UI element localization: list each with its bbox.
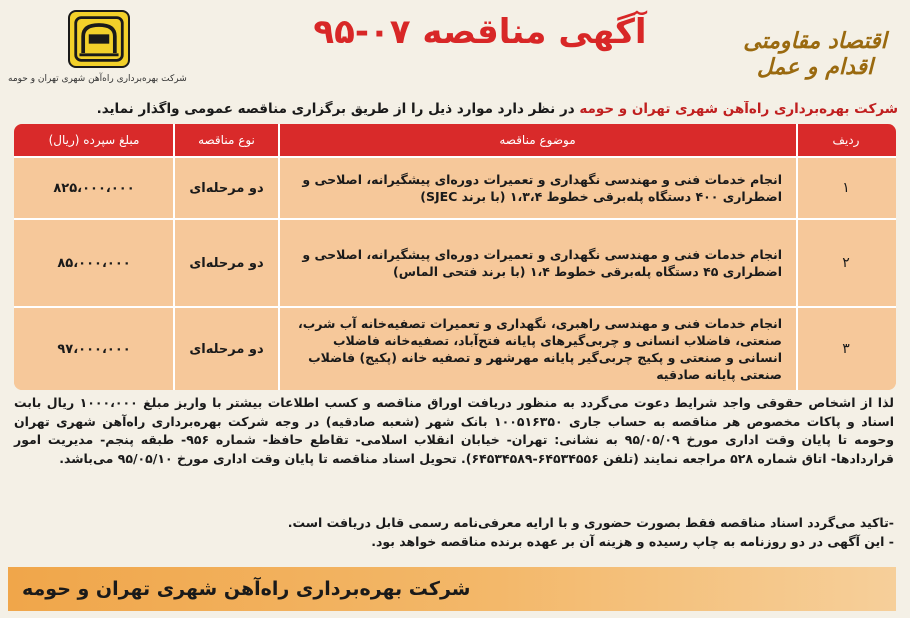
- intro-text: در نظر دارد موارد ذیل را از طریق برگزاری مناقصه عمومی واگذار نماید.: [96, 101, 580, 117]
- header-type: نوع مناقصه: [198, 133, 255, 147]
- row-subject: انجام خدمات فنی و مهندسی راهبری، نگهداری و تعمیرات تصفیه‌خانه آب شرب، صنعتی، فاضلاب انسانی و چربی‌گیرهای پایانه فتح‌آباد، تصفیه‌خانه فاضلاب انسانی و صنعتی و پکیج چربی‌گیر پایانه مهرشهر و تصفیه خانه (پکیج) فاضلاب صنعتی پایانه صادقیه: [297, 316, 782, 382]
- header-amount: مبلغ سپرده (ریال): [48, 133, 140, 147]
- row-amount: ۹۷،۰۰۰،۰۰۰: [57, 341, 131, 357]
- header-no: ردیف: [832, 133, 860, 147]
- metro-logo-icon: [68, 10, 130, 68]
- footer-company: شرکت بهره‌برداری راه‌آهن شهری تهران و حومه: [22, 578, 471, 600]
- column-divider: [278, 124, 280, 390]
- row-no: ۳: [842, 341, 850, 357]
- table-row: [14, 156, 896, 218]
- row-type: دو مرحله‌ای: [189, 341, 264, 357]
- table-header: [14, 124, 896, 156]
- row-type: دو مرحله‌ای: [189, 255, 264, 271]
- table-row: [14, 218, 896, 306]
- row-no: ۱: [842, 180, 850, 196]
- header-subject: موضوع مناقصه: [499, 133, 576, 147]
- logo-caption: شرکت بهره‌برداری راه‌آهن شهری تهران و حومه: [8, 74, 187, 84]
- tender-table: [14, 124, 896, 390]
- page-title: آگهی مناقصه ۰۷-۹۵: [313, 12, 647, 52]
- row-amount: ۸۵،۰۰۰،۰۰۰: [57, 255, 131, 271]
- slogan-logo: اقتصاد مقاومتی اقدام و عمل: [743, 28, 887, 80]
- row-type: دو مرحله‌ای: [189, 180, 264, 196]
- row-subject: انجام خدمات فنی و مهندسی نگهداری و تعمیرات دوره‌ای پیشگیرانه، اصلاحی و اضطراری ۴۵ دستگاه پله‌برقی خطوط ۱،۴ (با برند فتحی الماس): [302, 247, 782, 279]
- note-item: - این آگهی در دو روزنامه به چاپ رسیده و هزینه آن بر عهده برنده مناقصه خواهد بود.: [371, 534, 894, 549]
- intro-line: [10, 101, 898, 117]
- row-amount: ۸۲۵،۰۰۰،۰۰۰: [53, 180, 135, 196]
- body-text: [14, 394, 894, 468]
- intro-company: شرکت بهره‌برداری راه‌آهن شهری تهران و حومه: [579, 101, 898, 117]
- row-no: ۲: [842, 255, 850, 271]
- note-item: -تاکید می‌گردد اسناد مناقصه فقط بصورت حضوری و با ارایه معرفی‌نامه رسمی قابل دریافت است.: [287, 515, 894, 530]
- column-divider: [796, 124, 798, 390]
- notes: [14, 513, 894, 551]
- column-divider: [173, 124, 175, 390]
- row-subject: انجام خدمات فنی و مهندسی نگهداری و تعمیرات دوره‌ای پیشگیرانه، اصلاحی و اضطراری ۴۰۰ دستگاه پله‌برقی خطوط ۱،۳،۴ (با برند SJEC): [302, 172, 782, 204]
- body-paragraph: لذا از اشخاص حقوقی واجد شرایط دعوت می‌گردد به منظور دریافت اوراق مناقصه و کسب اطلاعات بیشتر با واریز مبلغ ۱۰۰۰،۰۰۰ ریال بابت اسناد و پاکات مخصوص هر مناقصه به حساب جاری ۱۰۰۵۱۶۳۵۰ بانک شهر (شعبه صادقیه) در وجه شرکت بهره‌برداری راه‌آهن شهری تهران وحومه تا پایان وقت اداری مورخ ۹۵/۰۵/۰۹ به نشانی: تهران- خیابان انقلاب اسلامی- تقاطع حافظ- شماره ۹۵۶- طبقه پنجم- مدیریت امور قراردادها- اتاق شماره ۵۲۸ مراجعه نمایند (تلفن ۶۴۵۳۴۵۵۶-۶۴۵۳۴۵۸۹). تحویل اسناد مناقصه تا پایان وقت اداری مورخ ۹۵/۰۵/۱۰ می‌باشد.: [14, 395, 895, 466]
- table-row: [14, 306, 896, 390]
- footer-banner: [8, 567, 896, 611]
